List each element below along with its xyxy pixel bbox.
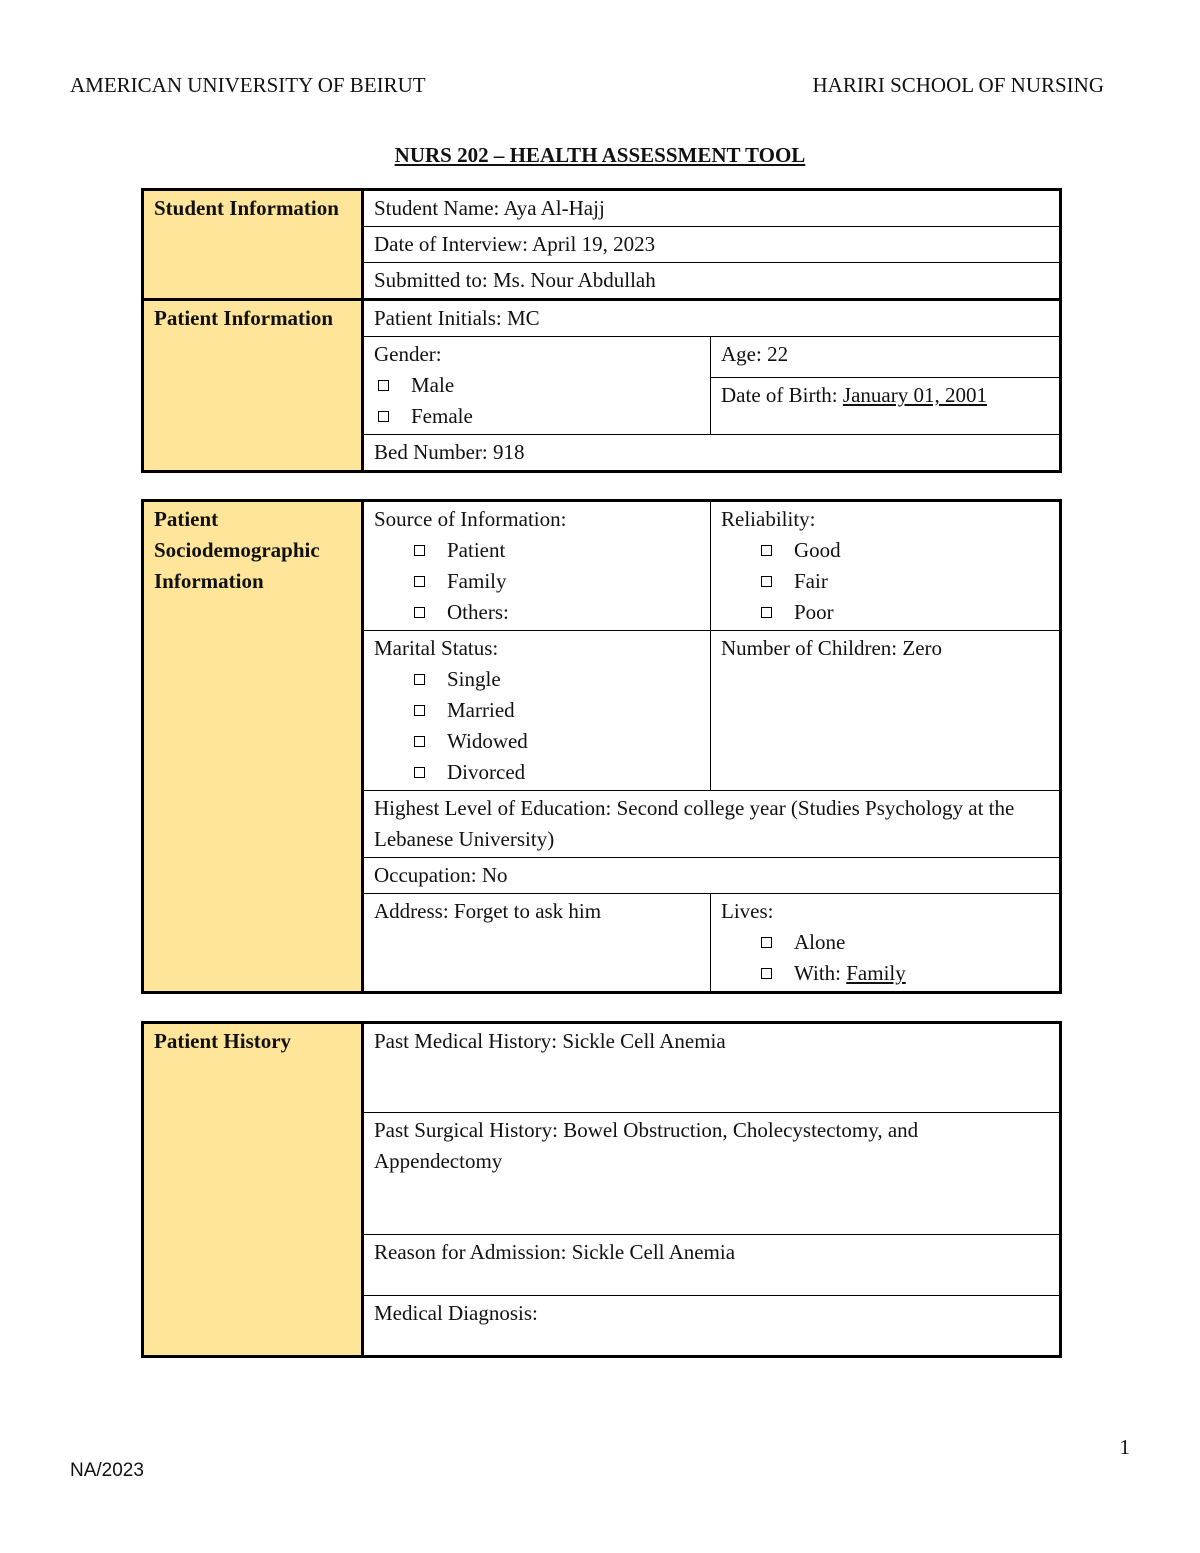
lives-with-value: Family [846,961,906,985]
checkbox-icon[interactable] [414,545,425,556]
checkbox-icon[interactable] [378,380,389,391]
source-option-others[interactable]: Others: [374,597,700,628]
marital-option-single[interactable]: Single [374,664,700,695]
gender-cell [363,337,711,435]
gender-option-male[interactable]: Male [374,370,700,401]
student-info-label: Student Information [143,190,363,300]
checkbox-icon[interactable] [761,607,772,618]
patient-info-label: Patient Information [143,300,363,472]
patient-age: Age: 22 [711,337,1061,378]
marital-option-widowed[interactable]: Widowed [374,726,700,757]
checkbox-icon[interactable] [761,968,772,979]
source-option-patient[interactable]: Patient [374,535,700,566]
lives-option-with[interactable]: With: Family [721,958,1049,989]
lives-with [711,894,1061,993]
date-of-birth: Date of Birth: January 01, 2001 [711,377,1061,434]
checkbox-icon[interactable] [414,736,425,747]
header-school: HARIRI SCHOOL OF NURSING [812,73,1104,97]
footer-code: NA/2023 [70,1460,144,1481]
marital-option-divorced[interactable]: Divorced [374,757,700,788]
info-table [141,188,1062,473]
past-surgical-history: Past Surgical History: Bowel Obstruction, Cholecystectomy, and Appendectomy [363,1113,1061,1235]
reliability-option-fair[interactable]: Fair [721,566,1049,597]
marital-label: Marital Status: [374,636,499,660]
interview-date: Date of Interview: April 19, 2023 [363,227,1061,263]
education-level: Highest Level of Education: Second college year (Studies Psychology at the Lebanese University) [363,791,1061,858]
dob-value: January 01, 2001 [842,382,987,407]
checkbox-icon[interactable] [761,937,772,948]
checkbox-icon[interactable] [378,411,389,422]
lives-label: Lives: [721,899,774,923]
history-table [141,1021,1062,1358]
address: Address: Forget to ask him [363,894,711,993]
source-of-information [363,501,711,631]
source-option-family[interactable]: Family [374,566,700,597]
gender-option-female[interactable]: Female [374,401,700,432]
reliability [711,501,1061,631]
occupation: Occupation: No [363,858,1061,894]
marital-status [363,631,711,791]
past-medical-history: Past Medical History: Sickle Cell Anemia [363,1023,1061,1113]
checkbox-icon[interactable] [761,576,772,587]
bed-number: Bed Number: 918 [363,435,1061,472]
socio-info-label: Patient Sociodemographic Information [143,501,363,993]
sociodemographic-table [141,499,1062,994]
reliability-option-good[interactable]: Good [721,535,1049,566]
reliability-label: Reliability: [721,507,816,531]
checkbox-icon[interactable] [414,705,425,716]
header-university: AMERICAN UNIVERSITY OF BEIRUT [70,73,426,97]
gender-label: Gender: [374,342,442,366]
checkbox-icon[interactable] [761,545,772,556]
reason-for-admission: Reason for Admission: Sickle Cell Anemia [363,1235,1061,1296]
document-title: NURS 202 – HEALTH ASSESSMENT TOOL [394,143,806,167]
checkbox-icon[interactable] [414,674,425,685]
student-name: Student Name: Aya Al-Hajj [363,190,1061,227]
checkbox-icon[interactable] [414,607,425,618]
patient-history-label: Patient History [143,1023,363,1357]
lives-option-alone[interactable]: Alone [721,927,1049,958]
patient-initials: Patient Initials: MC [363,300,1061,337]
reliability-option-poor[interactable]: Poor [721,597,1049,628]
checkbox-icon[interactable] [414,767,425,778]
submitted-to: Submitted to: Ms. Nour Abdullah [363,263,1061,300]
source-label: Source of Information: [374,507,567,531]
page-number: 1 [1119,1435,1130,1459]
marital-option-married[interactable]: Married [374,695,700,726]
medical-diagnosis: Medical Diagnosis: [363,1296,1061,1357]
checkbox-icon[interactable] [414,576,425,587]
number-of-children: Number of Children: Zero [711,631,1061,791]
